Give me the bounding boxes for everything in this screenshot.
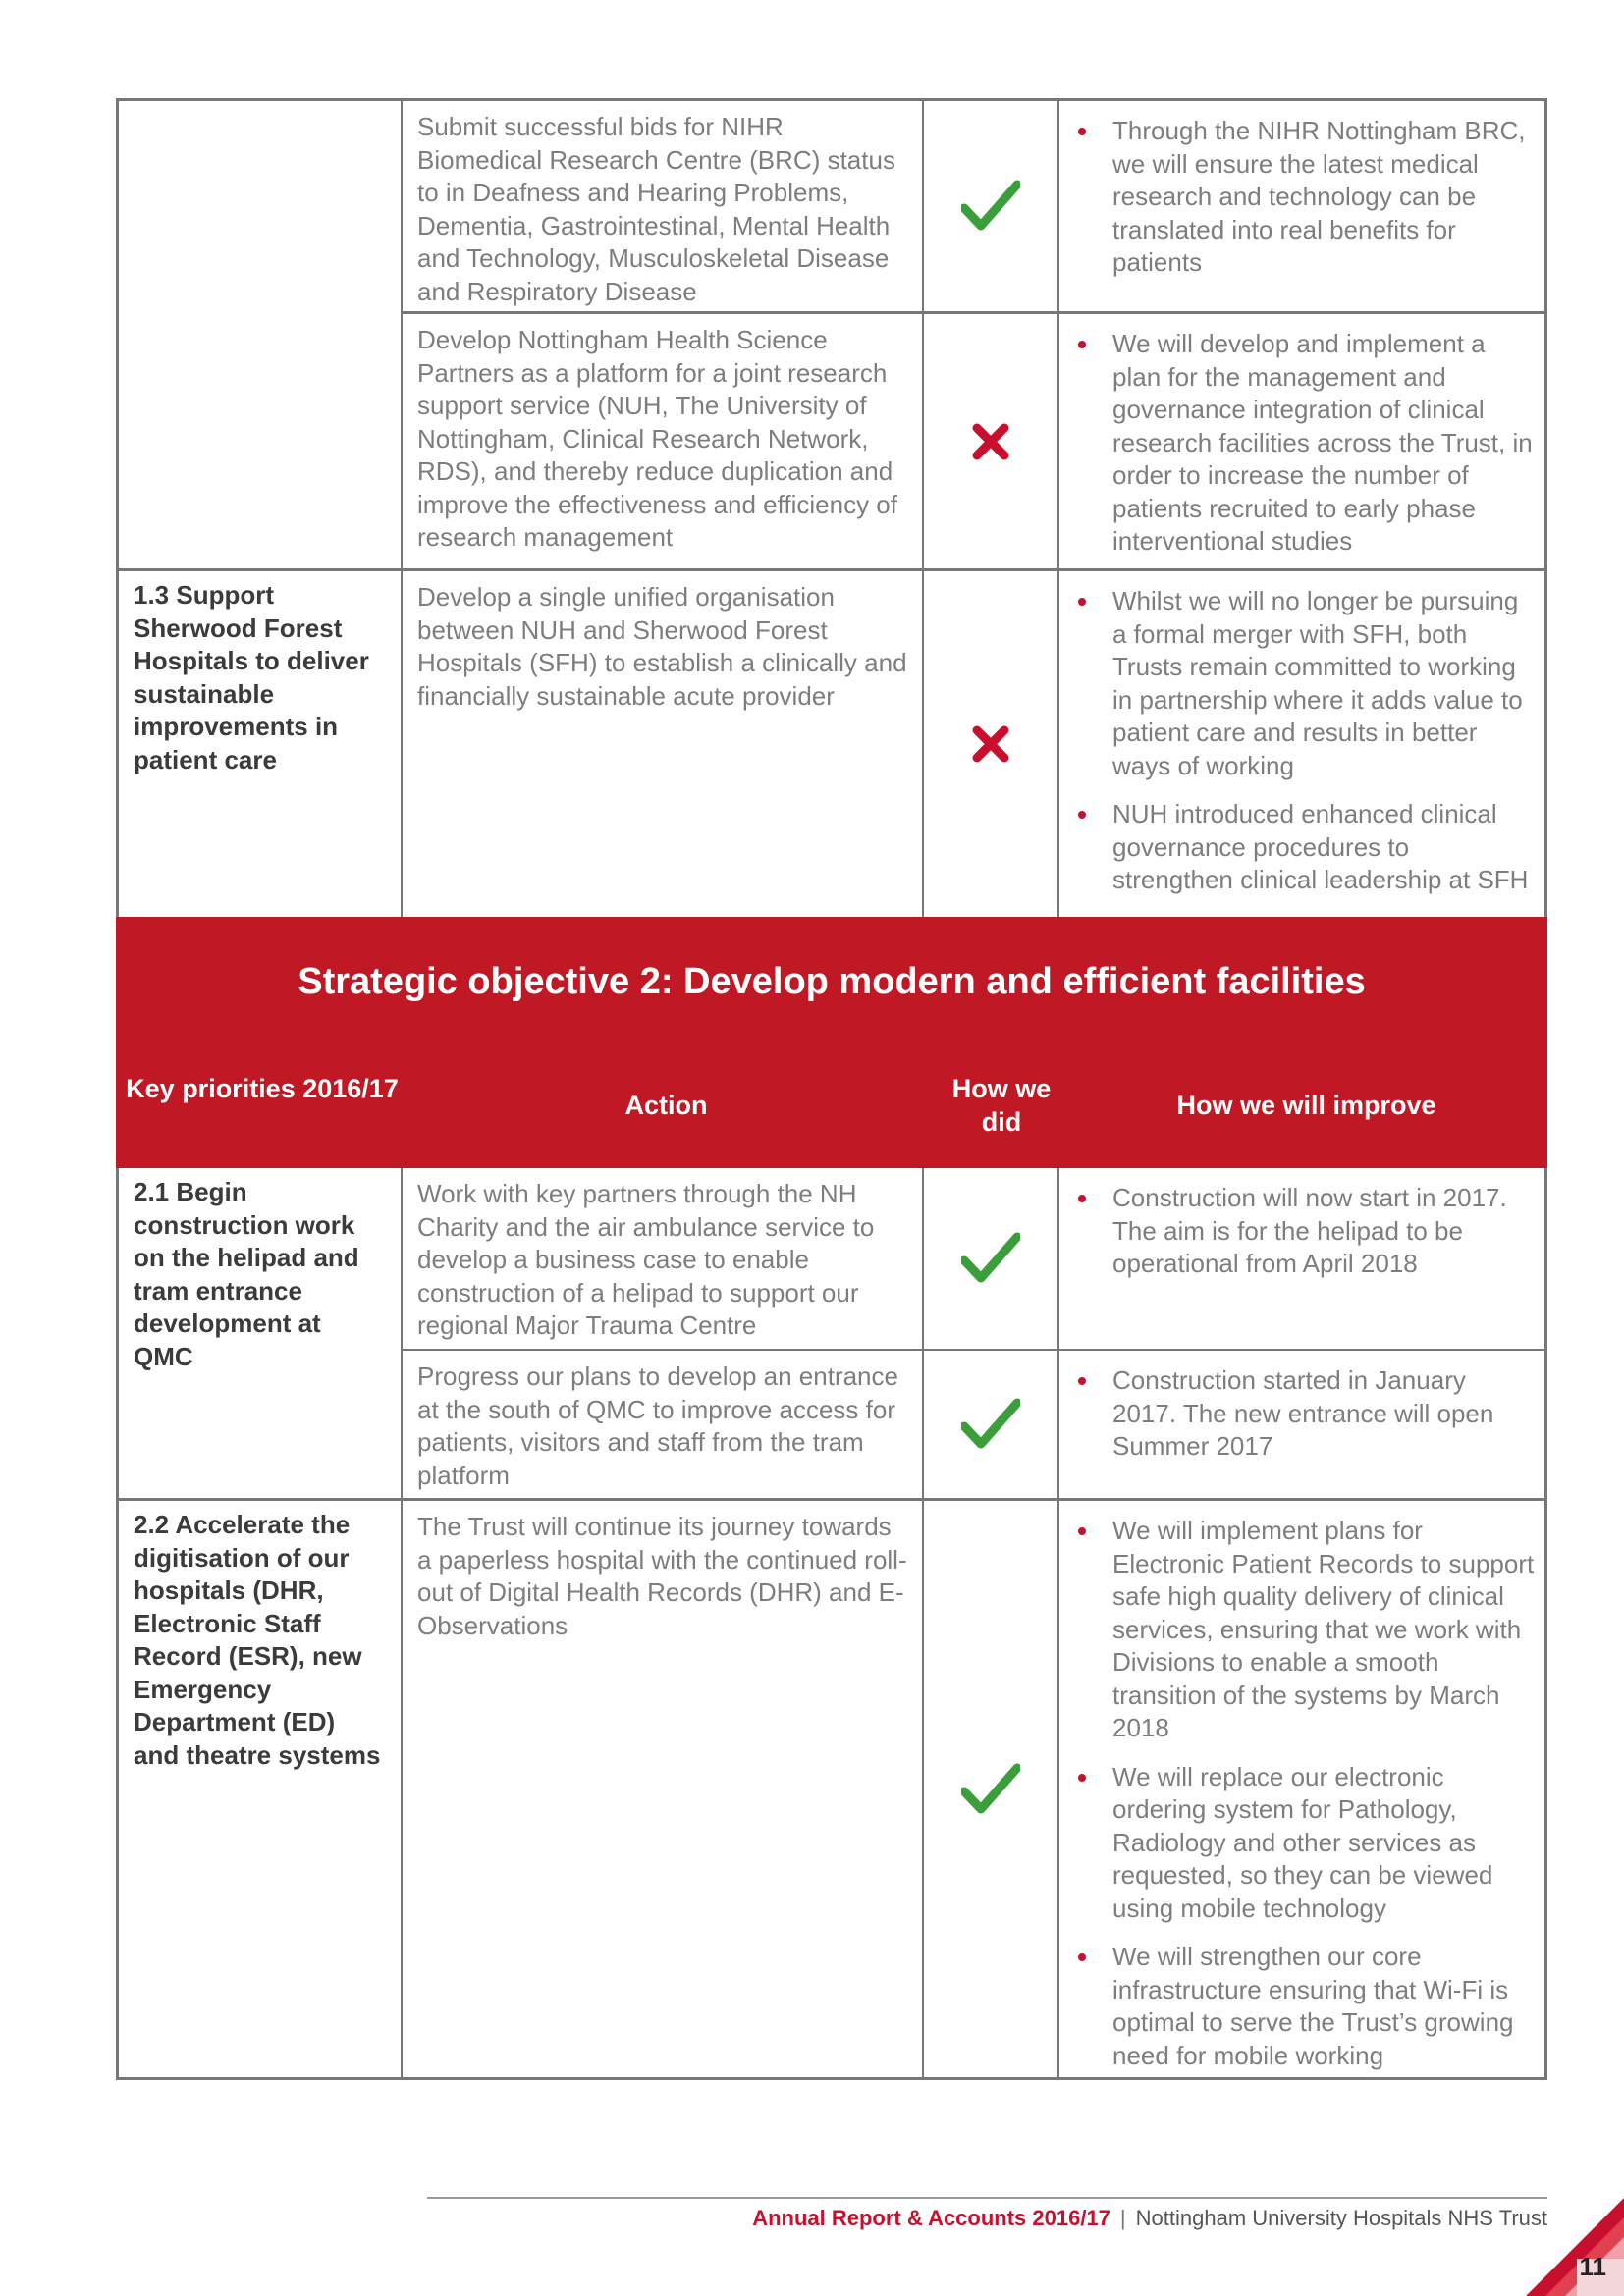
status-cell	[924, 314, 1059, 571]
footer-report-title: Annual Report & Accounts 2016/17	[752, 2206, 1110, 2230]
priority-cell: 2.1 Begin construction work on the helipad and tram entrance development at QMC	[116, 1168, 403, 1501]
footer-separator: |	[1119, 2206, 1126, 2230]
cross-icon	[971, 422, 1010, 461]
action-cell: The Trust will continue its journey towards a paperless hospital with the continued roll-out of Digital Health Records (DHR) and E-Observations	[403, 1501, 924, 2080]
improve-cell	[1059, 98, 1547, 314]
check-icon	[961, 1762, 1020, 1817]
improve-item: We will strengthen our core infrastructure ensuring that Wi-Fi is optimal to serve the Trust’s growing need for mobile working	[1112, 1941, 1535, 2072]
priority-cell: 1.3 Support Sherwood Forest Hospitals to deliver sustainable improvements in patient care	[116, 571, 403, 917]
objectives-table	[116, 98, 1547, 2080]
improve-cell	[1059, 571, 1547, 917]
cross-icon	[971, 724, 1010, 764]
footer-org: Nottingham University Hospitals NHS Trust	[1135, 2206, 1547, 2230]
improve-item: NUH introduced enhanced clinical governance procedures to strengthen clinical leadership at SFH	[1112, 798, 1535, 897]
action-cell: Submit successful bids for NIHR Biomedical Research Centre (BRC) status to in Deafness and Hearing Problems, Dementia, Gastrointestinal, Mental Health and Technology, Musculoskeletal Disease and Respiratory Disease	[403, 98, 924, 314]
action-cell: Work with key partners through the NH Charity and the air ambulance service to develop a business case to enable construction of a helipad to support our regional Major Trauma Centre	[403, 1168, 924, 1351]
header-key-priorities: Key priorities 2016/17	[126, 1074, 399, 1103]
check-icon	[961, 179, 1020, 234]
priority-cell: 2.2 Accelerate the digitisation of our hospitals (DHR, Electronic Staff Record (ESR), new Emergency Department (ED) and theatre systems	[116, 1501, 403, 2080]
header-how-we-will-improve: How we will improve	[1176, 1091, 1436, 1120]
section-title: Strategic objective 2: Develop modern and efficient facilities	[298, 961, 1366, 1002]
section-banner	[116, 917, 1547, 1168]
corner-decoration	[1526, 2198, 1624, 2296]
action-cell: Develop Nottingham Health Science Partners as a platform for a joint research support service (NUH, The University of Nottingham, Clinical Research Network, RDS), and thereby reduce duplication and improve the effectiveness and efficiency of research management	[403, 314, 924, 571]
status-cell	[924, 1168, 1059, 1351]
improve-cell	[1059, 1501, 1547, 2080]
improve-item: We will replace our electronic ordering system for Pathology, Radiology and other services as requested, so they can be viewed using mobile technology	[1112, 1761, 1535, 1926]
improve-cell	[1059, 1168, 1547, 1351]
priority-cell-blank	[116, 314, 403, 571]
page-number: 11	[1579, 2252, 1606, 2281]
status-cell	[924, 571, 1059, 917]
improve-item: Construction started in January 2017. The new entrance will open Summer 2017	[1112, 1364, 1535, 1464]
check-icon	[961, 1231, 1020, 1286]
status-cell	[924, 1501, 1059, 2080]
header-action: Action	[624, 1091, 708, 1120]
status-cell	[924, 1351, 1059, 1501]
improve-item: Through the NIHR Nottingham BRC, we will ensure the latest medical research and technology can be translated into real benefits for patients	[1112, 115, 1535, 280]
improve-cell	[1059, 314, 1547, 571]
check-icon	[961, 1397, 1020, 1452]
improve-item: We will implement plans for Electronic Patient Records to support safe high quality delivery of clinical services, ensuring that we work with Divisions to enable a smooth transition of the systems by March 2018	[1112, 1515, 1535, 1745]
action-cell: Progress our plans to develop an entrance at the south of QMC to improve access for patients, visitors and staff from the tram platform	[403, 1351, 924, 1501]
improve-cell	[1059, 1351, 1547, 1501]
priority-cell-blank	[116, 98, 403, 314]
improve-item: Whilst we will no longer be pursuing a formal merger with SFH, both Trusts remain committed to working in partnership where it adds value to patient care and results in better ways of working	[1112, 585, 1535, 782]
action-cell: Develop a single unified organisation between NUH and Sherwood Forest Hospitals (SFH) to establish a clinically and financially sustainable acute provider	[403, 571, 924, 917]
footer-divider	[427, 2197, 1547, 2199]
improve-item: We will develop and implement a plan for the management and governance integration of clinical research facilities across the Trust, in order to increase the number of patients recruited to early phase interventional studies	[1112, 328, 1535, 559]
status-cell	[924, 98, 1059, 314]
improve-item: Construction will now start in 2017. The aim is for the helipad to be operational from April 2018	[1112, 1182, 1535, 1281]
header-how-we-did: How we did	[951, 1074, 1052, 1137]
footer	[752, 2206, 1547, 2231]
